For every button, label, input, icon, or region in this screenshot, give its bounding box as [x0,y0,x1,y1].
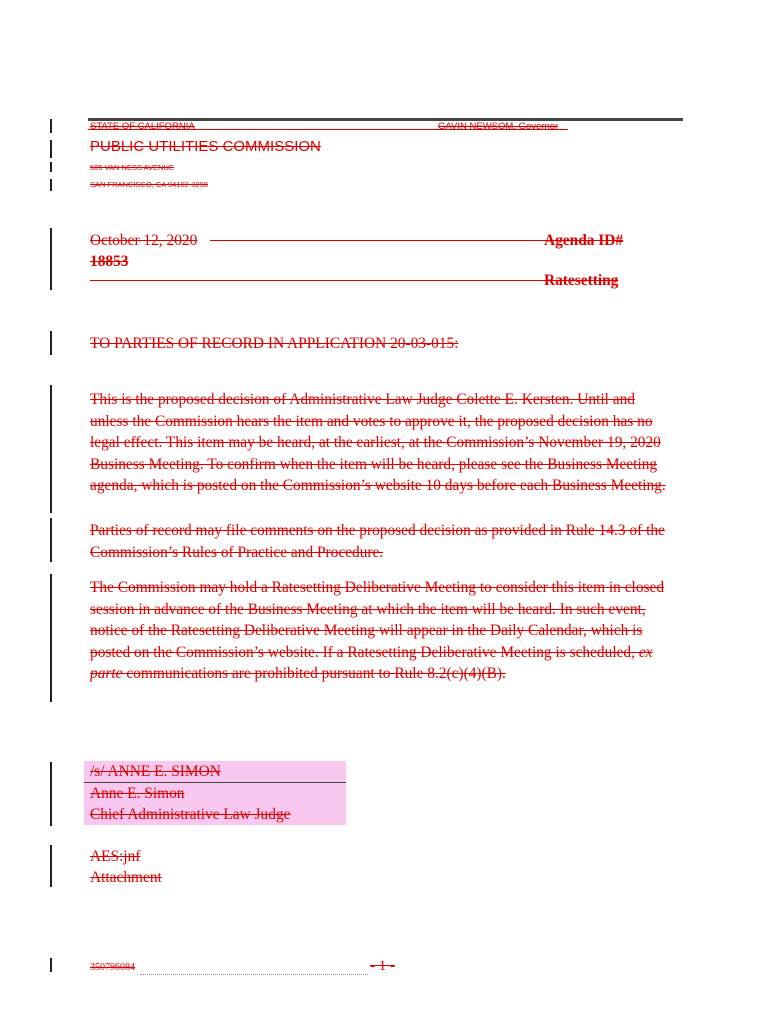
document-number: 350796084 [90,962,135,973]
change-bar [50,845,52,887]
page-number: - 1 - [370,958,395,974]
change-bar [50,119,52,133]
change-bar [50,162,52,172]
change-bar [50,574,52,702]
paragraph-3-text-a: The Commission may hold a Ratesetting Deliberative Meeting to consider this item in closed session in advance of the Business Meeting at which the item will be heard. In such event, notice of the Ratesetting Deliberative Meeting will appear in the Daily Calendar, which is posted on the Commission’s website. If a Ratesetting Deliberative Meeting is scheduled, [90,579,665,661]
paragraph-2 [90,520,670,563]
paragraph-3-text [90,577,675,685]
letter-date: October 12, 2020 [90,232,198,249]
agenda-number: 18853 [90,253,129,270]
signer-title: Chief Administrative Law Judge [90,806,291,823]
change-bar [50,762,52,826]
governor-name: GAVIN NEWSOM, Governor [438,121,559,132]
footer-leader [140,974,368,975]
change-bar [50,958,52,972]
proceeding-type: Ratesetting [544,272,619,289]
change-bar [50,518,52,562]
change-bar [50,385,52,513]
address-line-1: 505 VAN NESS AVENUE [90,163,174,172]
paragraph-3-text-b: communications are prohibited pursuant to Rule 8.2(c)(4)(B). [122,665,506,683]
state-name: STATE OF CALIFORNIA [90,121,195,132]
ratesetting-rule [90,280,544,281]
paragraph-2-text: Parties of record may file comments on the proposed decision as provided in Rule 14.3 of the Commission’s Rules of Practice and Procedure. [90,522,665,561]
agenda-label: Agenda ID# [544,232,624,249]
paragraph-1-text: This is the proposed decision of Administrative Law Judge Colette E. Kersten. Until and unless the Commission hears the item and votes to approve it, the proposed decision has no legal effect. This item may be heard, at the earliest, at the Commission’s November 19, 2020 Business Meeting. To confirm when the item will be heard, please see the Business Meeting agenda, which is posted on the Commission’s website 10 days before each Business Meeting. [90,391,666,495]
signer-name: Anne E. Simon [90,785,185,802]
attachment-note: Attachment [90,869,162,886]
change-bar [50,140,52,158]
signature-block [84,761,346,825]
paragraph-3 [90,577,675,685]
paragraph-1 [90,389,670,497]
salutation: TO PARTIES OF RECORD IN APPLICATION 20-03-015: [90,335,459,352]
change-bar [50,228,52,290]
date-rule [210,240,544,241]
typist-initials: AES:jnf [90,848,141,865]
ex-parte-term: ex parte [90,643,653,683]
change-bar [50,331,52,355]
signature-line: /s/ ANNE E. SIMON [90,763,221,780]
address-line-2: SAN FRANCISCO, CA 94102-3298 [90,180,208,189]
change-bar [50,179,52,191]
commission-name: PUBLIC UTILITIES COMMISSION [90,138,321,155]
